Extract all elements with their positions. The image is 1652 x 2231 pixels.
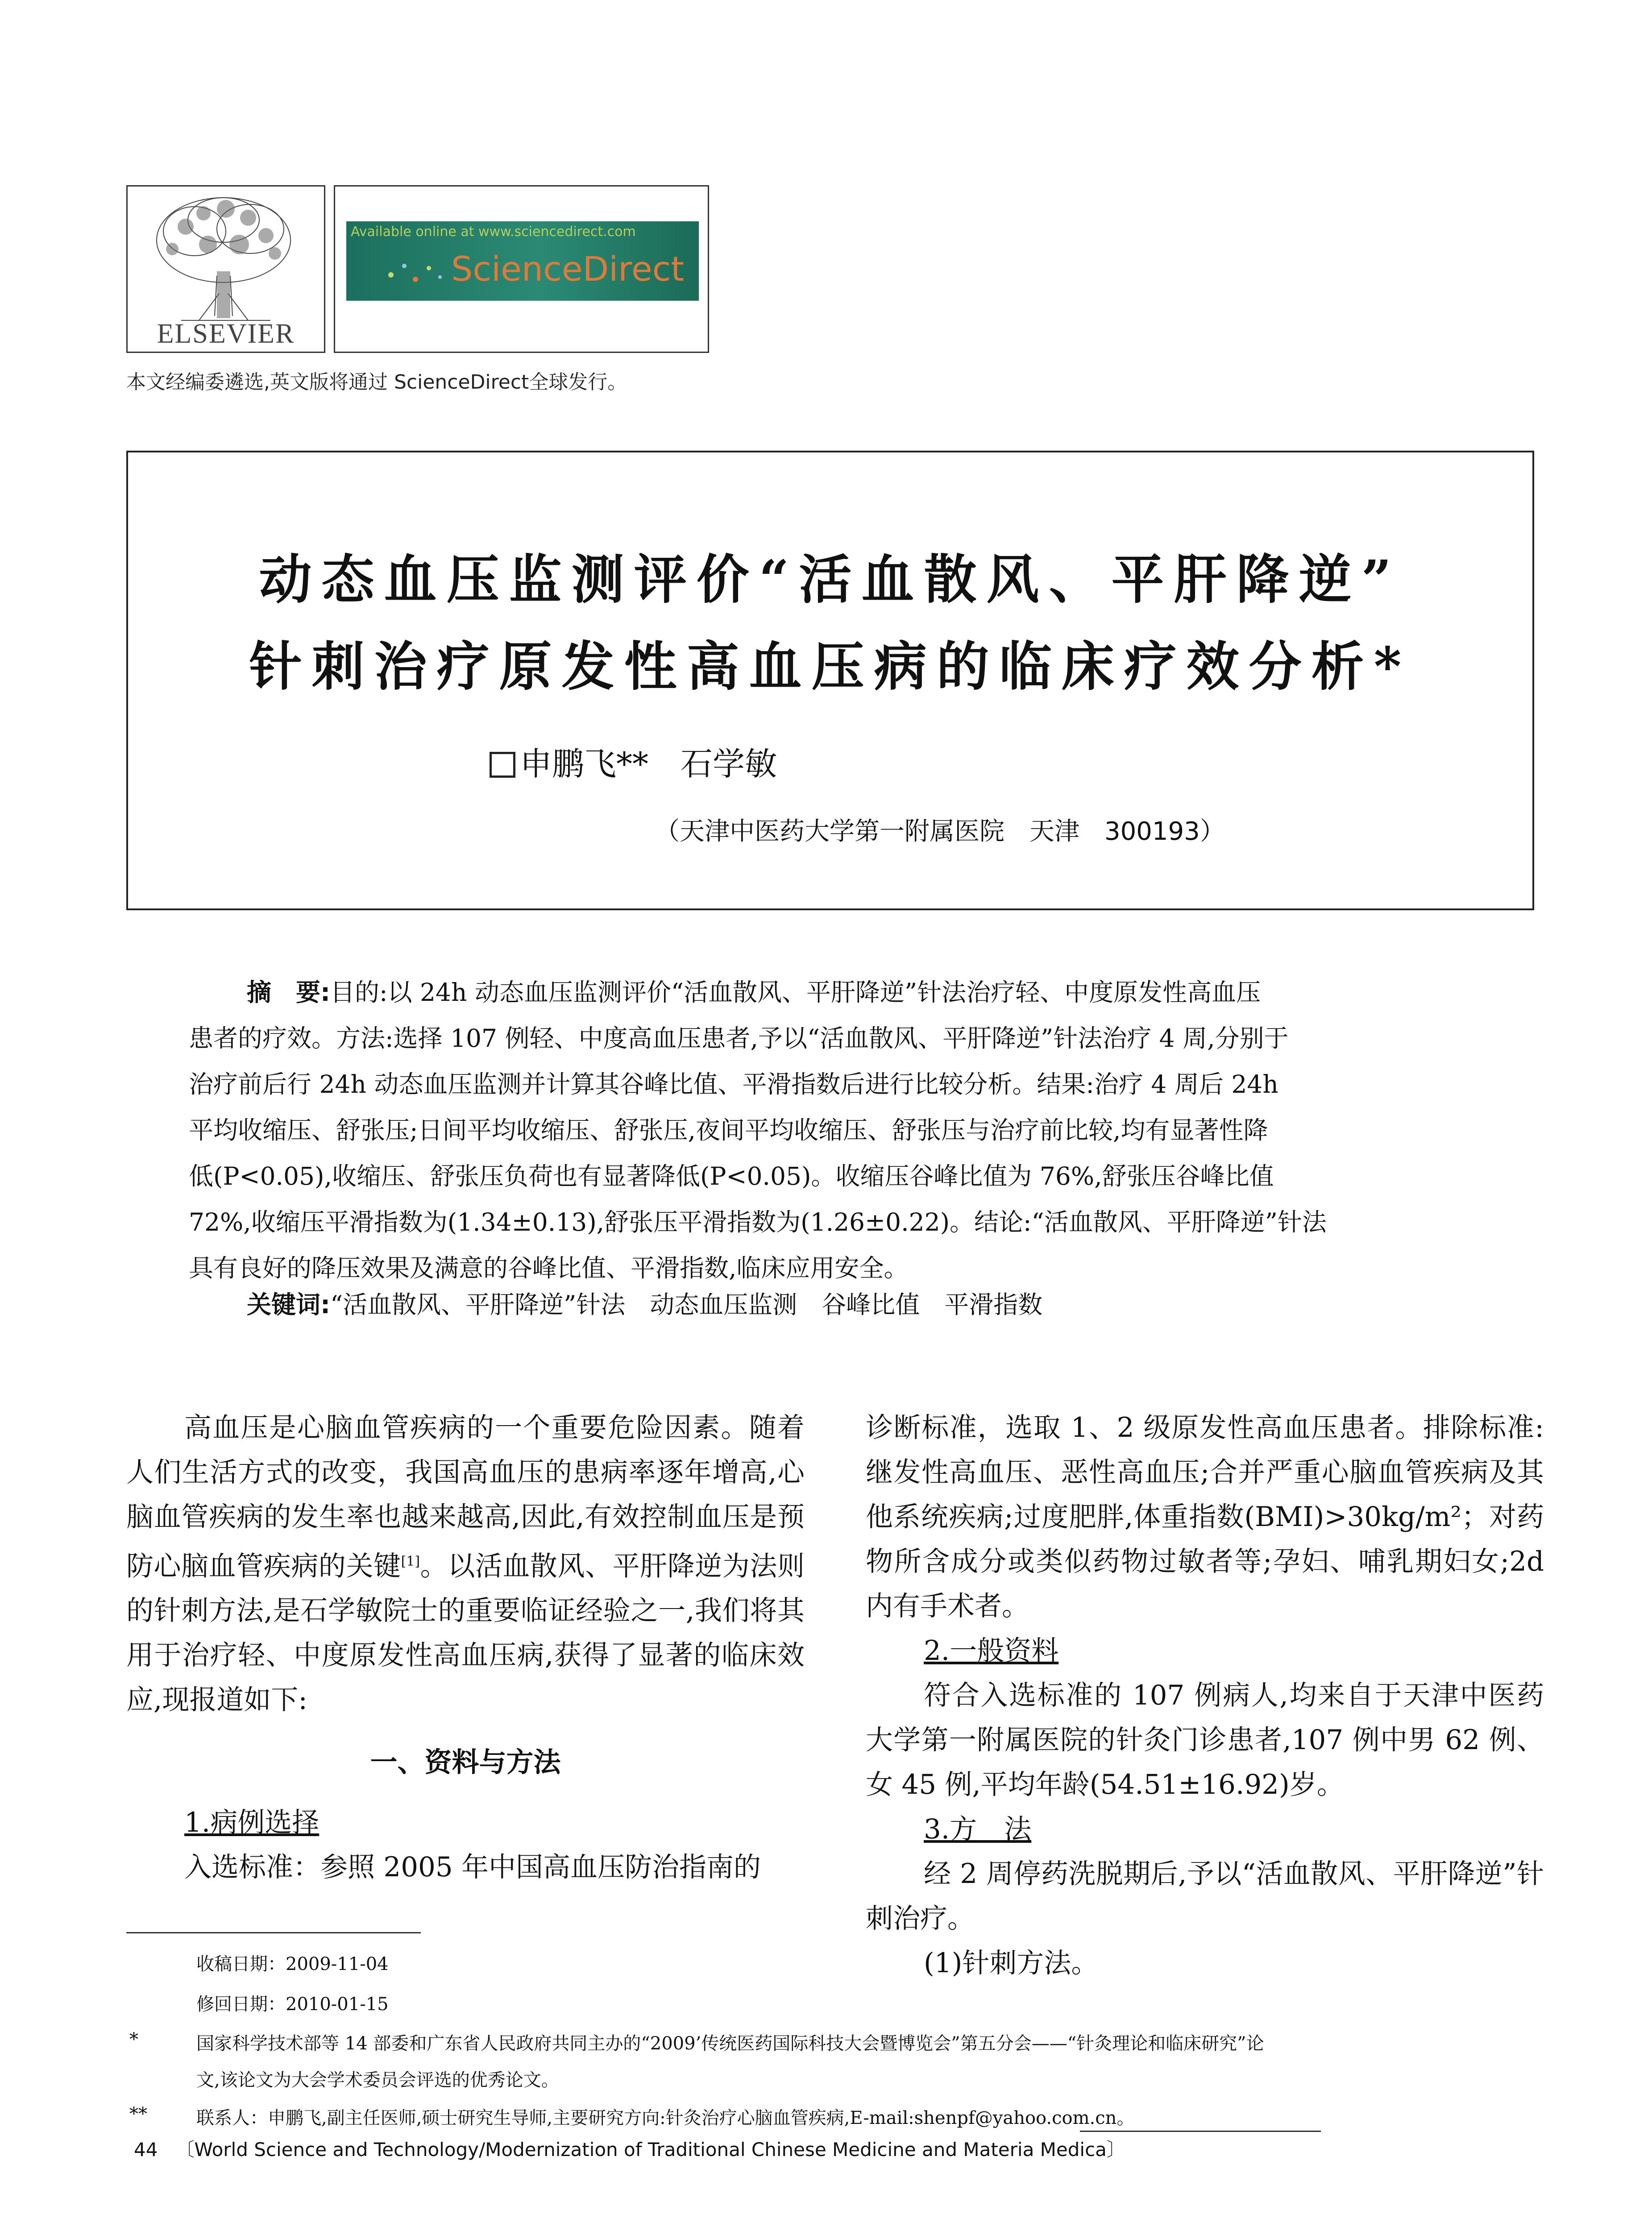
general-data-paragraph: 符合入选标准的 107 例病人,均来自于天津中医药大学第一附属医院的针灸门诊患者,107 例中男 62 例、女 45 例,平均年龄(54.51±16.92)岁。: [866, 1679, 1544, 1800]
title-frame: [126, 451, 1534, 910]
footnote-star-2-text: 联系人：申鹏飞,副主任医师,硕士研究生导师,主要研究方向:针灸治疗心脑血管疾病,E-mail:shenpf@yahoo.com.cn。: [196, 2108, 1135, 2128]
methods-paragraph: 经 2 周停药洗脱期后,予以“活血散风、平肝降逆”针刺治疗。: [866, 1858, 1544, 1934]
abstract-line-6: 72%,收缩压平滑指数为(1.34±0.13),舒张压平滑指数为(1.26±0.22)。结论:“活血散风、平肝降逆”针法: [189, 1208, 1327, 1236]
subheading-case-selection: 1.病例选择: [184, 1807, 320, 1839]
footnote-rule: [126, 1932, 421, 1933]
sciencedirect-logo: [334, 185, 709, 353]
footnote-star-2-mark: **: [129, 2104, 147, 2124]
page-footer: [134, 2135, 1125, 2162]
keywords-label: 关键词:: [247, 1290, 330, 1319]
right-column: [866, 1406, 1544, 1986]
author-line: [490, 738, 777, 784]
footnote-end-rule: [1080, 2131, 1321, 2132]
abstract-line-2: 患者的疗效。方法:选择 107 例轻、中度高血压患者,予以“活血散风、平肝降逆”针法治疗 4 周,分别于: [189, 1024, 1289, 1053]
author-box-icon: [490, 752, 515, 778]
diagnosis-paragraph: 诊断标准，选取 1、2 级原发性高血压患者。排除标准:继发性高血压、恶性高血压;合并严重心脑血管疾病及其他系统疾病;过度肥胖,体重指数(BMI)>30kg/m²；对药物所含成分或类似药物过敏者等;孕妇、哺乳期妇女;2d 内有手术者。: [866, 1412, 1544, 1622]
sciencedirect-dots-icon: [382, 248, 449, 293]
affiliation: （天津中医药大学第一附属医院 天津 300193）: [655, 817, 1225, 846]
footnote-star-1-line-2: 文,该论文为大会学术委员会评选的优秀论文。: [196, 2070, 559, 2090]
intro-paragraph: 高血压是心脑血管疾病的一个重要危险因素。随着人们生活方式的改变，我国高血压的患病率逐年增高,心脑血管疾病的发生率也越来越高,因此,有效控制血压是预防心脑血管疾病的关键[1]。以活血散风、平肝降逆为法则的针刺方法,是石学敏院士的重要临证经验之一,我们将其用于治疗轻、中度原发性高血压病,获得了显著的临床效应,现报道如下:: [126, 1412, 805, 1716]
revised-date: 修回日期：2010-01-15: [196, 1994, 389, 2015]
abstract-line-7: 具有良好的降压效果及满意的谷峰比值、平滑指数,临床应用安全。: [189, 1254, 909, 1282]
abstract-line-3: 治疗前后行 24h 动态血压监测并计算其谷峰比值、平滑指数后进行比较分析。结果:治疗 4 周后 24h: [189, 1070, 1278, 1099]
keywords-line: [247, 1285, 1042, 1320]
inclusion-criteria-paragraph: 入选标准：参照 2005 年中国高血压防治指南的: [184, 1851, 761, 1883]
sciencedirect-url-text: Available online at www.sciencedirect.com: [351, 224, 636, 240]
elsevier-wordmark: ELSEVIER: [157, 319, 295, 349]
citation-ref[interactable]: [1]: [401, 1554, 420, 1569]
journal-name: 〔World Science and Technology/Modernization of Traditional Chinese Medicine and Materia Medica〕: [175, 2139, 1125, 2161]
abstract-line-5: 低(P<0.05),收缩压、舒张压负荷也有显著降低(P<0.05)。收缩压谷峰比值为 76%,舒张压谷峰比值: [189, 1162, 1274, 1190]
article-title-line-2: 针刺治疗原发性高血压病的临床疗效分析*: [249, 635, 1411, 697]
footnote-star-1-mark: *: [129, 2029, 138, 2050]
abstract-line-4: 平均收缩压、舒张压;日间平均收缩压、舒张压,夜间平均收缩压、舒张压与治疗前比较,均有显著性降: [189, 1116, 1268, 1145]
article-title-line-1: 动态血压监测评价“活血散风、平肝降逆”: [259, 548, 1402, 610]
received-date: 收稿日期：2009-11-04: [196, 1954, 389, 1974]
abstract-line-1: 摘 要:目的:以 24h 动态血压监测评价“活血散风、平肝降逆”针法治疗轻、中度原发性高血压: [247, 978, 1261, 1007]
footnote-star-1-line-1: 国家科学技术部等 14 部委和广东省人民政府共同主办的“2009’传统医药国际科技大会暨博览会”第五分会——“针灸理论和临床研究”论: [196, 2033, 1264, 2054]
keywords: “活血散风、平肝降逆”针法 动态血压监测 谷峰比值 平滑指数: [330, 1290, 1043, 1319]
acupuncture-method-item: (1)针刺方法。: [924, 1947, 1099, 1979]
elsevier-logo: [126, 185, 325, 353]
abstract-label: 摘 要:: [247, 978, 330, 1007]
left-column: [126, 1406, 805, 1890]
authors: 申鹏飞** 石学敏: [520, 745, 777, 783]
sciencedirect-banner: [346, 221, 699, 301]
distribution-notice: 本文经编委遴选,英文版将通过 ScienceDirect全球发行。: [126, 371, 627, 394]
subheading-general-data: 2.一般资料: [924, 1635, 1059, 1667]
section-heading-materials-methods: 一、资料与方法: [370, 1746, 561, 1779]
subheading-methods: 3.方 法: [924, 1813, 1032, 1845]
page-number: 44: [134, 2139, 158, 2161]
sciencedirect-name: ScienceDirect: [451, 249, 685, 289]
